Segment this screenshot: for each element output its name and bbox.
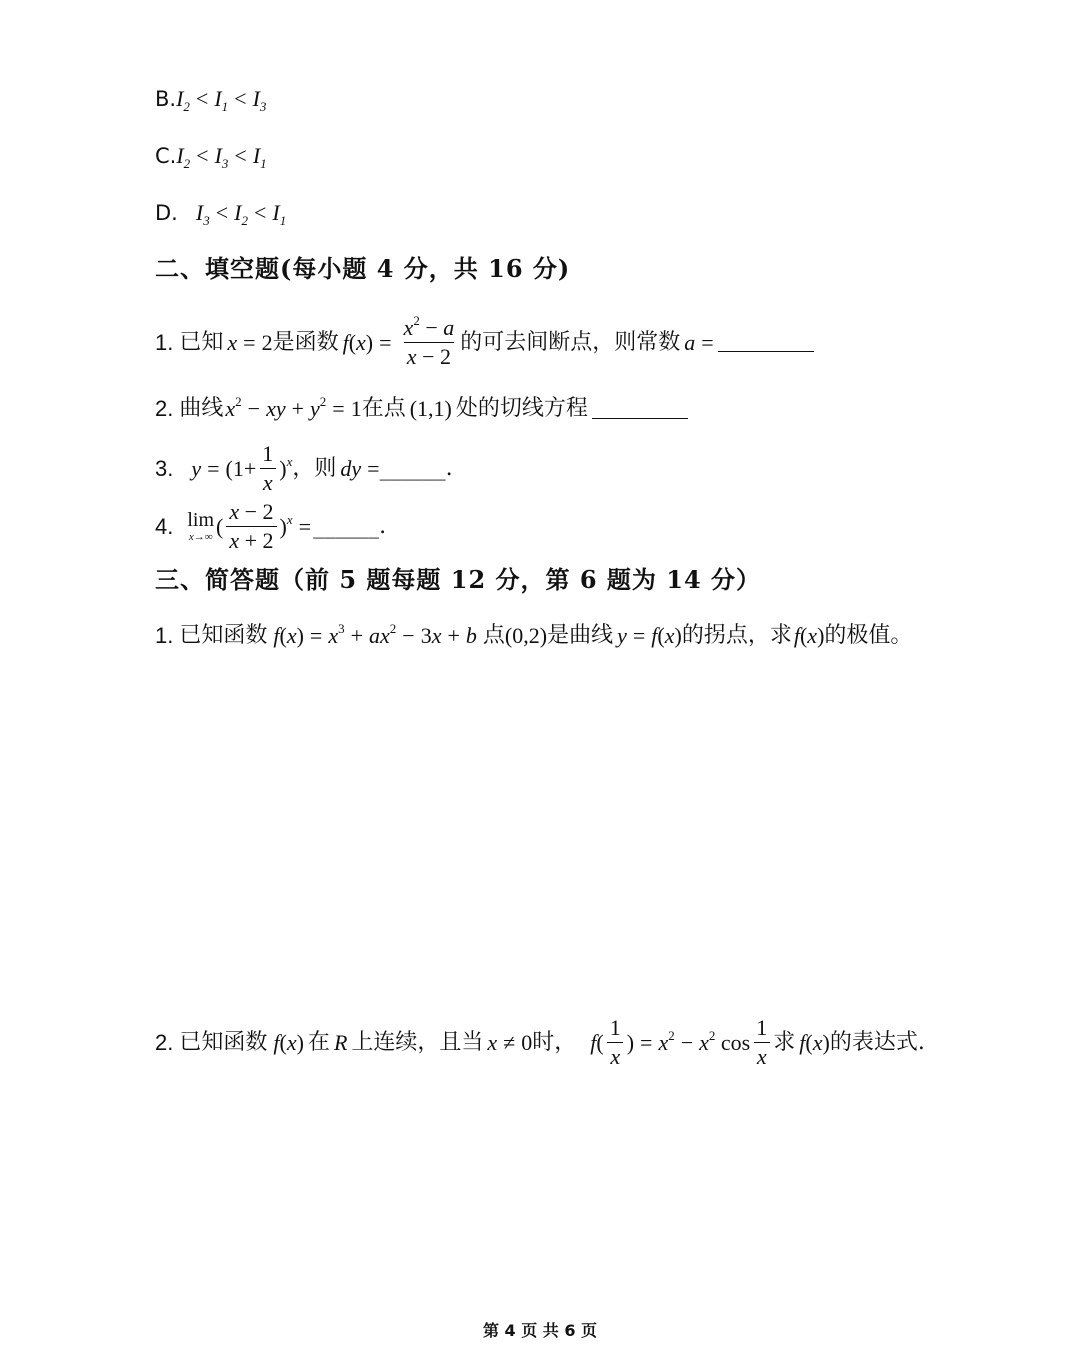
- option-label: C.: [155, 143, 177, 168]
- numerator: 1: [756, 1015, 768, 1040]
- fill-question-1: [155, 313, 814, 370]
- text: .: [445, 455, 453, 481]
- math: x: [356, 329, 366, 355]
- math: f(x): [793, 623, 825, 648]
- math: =: [701, 329, 714, 355]
- math: (0,2): [504, 623, 548, 648]
- math: f(x): [273, 1029, 304, 1055]
- math: = $x^2 - x^2$ cos: [640, 1027, 751, 1055]
- section-2-title: 二、填空题(每小题 4 分，共 16 分): [155, 254, 571, 283]
- math: x ≠ 0: [487, 1029, 533, 1055]
- math: =: [298, 513, 312, 539]
- question-number: 3.: [155, 455, 174, 481]
- formula: $I_2 < I_3 < I_1$: [176, 143, 267, 171]
- math: a: [684, 329, 696, 355]
- denominator: x: [754, 1042, 770, 1069]
- math: =: [367, 455, 380, 481]
- fill-question-3: [155, 442, 453, 495]
- text: 曲线: [179, 396, 224, 421]
- math: y: [191, 455, 202, 481]
- short-answer-question-1: [155, 621, 913, 648]
- option-label: B.: [155, 86, 177, 111]
- math: )$^x$: [279, 511, 293, 539]
- question-number: 1.: [155, 623, 174, 648]
- fraction: [607, 1016, 624, 1069]
- math: =: [379, 329, 392, 355]
- text: 的可去间断点，则常数: [460, 329, 681, 355]
- math: =: [243, 329, 256, 355]
- math: f: [342, 329, 349, 355]
- text: 已知函数: [179, 623, 268, 648]
- fill-question-2: [155, 394, 688, 421]
- text: 点: [482, 623, 505, 648]
- math: (: [216, 513, 224, 539]
- text: 的极值。: [824, 623, 913, 648]
- text: 是函数: [272, 329, 339, 355]
- denominator: x: [260, 468, 276, 495]
- text: 在: [307, 1029, 330, 1055]
- math: dy: [340, 455, 362, 481]
- numerator: 1: [262, 441, 274, 466]
- text: 时，: [532, 1029, 577, 1055]
- denominator: x − 2: [404, 342, 454, 369]
- answer-blank: ______: [379, 455, 446, 481]
- math: $x^2$ − xy + $y^2 = 1$: [225, 394, 362, 421]
- math: $f(x) = x^3 + ax^2 - 3x + b$: [273, 621, 477, 648]
- math: f: [590, 1029, 597, 1055]
- text: 是曲线: [547, 623, 614, 648]
- answer-blank: [718, 333, 814, 352]
- numerator: 1: [609, 1015, 621, 1040]
- text: ，则: [292, 455, 337, 481]
- option-b: [155, 86, 267, 114]
- text: 处的切线方程: [455, 396, 588, 421]
- numerator: $x^2 - a$: [403, 313, 455, 340]
- math: R: [333, 1029, 348, 1055]
- fraction: [259, 442, 276, 495]
- question-number: 2.: [155, 396, 174, 421]
- text: 已知: [179, 329, 224, 355]
- text: 的表达式.: [829, 1029, 925, 1055]
- math: 2: [261, 329, 273, 355]
- math: f(x): [799, 1029, 830, 1055]
- text: .: [379, 513, 387, 539]
- denominator: x + 2: [226, 526, 276, 553]
- text: 上连续，且当: [351, 1029, 484, 1055]
- fraction: [753, 1016, 770, 1069]
- math: (1,1): [409, 396, 452, 421]
- lim-word: lim: [187, 509, 215, 532]
- section-3-title: 三、简答题（前 5 题每题 12 分，第 6 题为 14 分）: [155, 565, 762, 594]
- text: 求: [773, 1029, 796, 1055]
- math: ): [365, 329, 374, 355]
- numerator: x − 2: [229, 499, 274, 524]
- question-number: 4.: [155, 513, 174, 539]
- math: (: [348, 329, 357, 355]
- math: y = f(x): [617, 623, 682, 648]
- answer-blank: ______: [313, 513, 380, 539]
- fraction: [401, 313, 458, 370]
- denominator: x: [607, 1042, 623, 1069]
- fraction: [226, 500, 276, 553]
- text: 在点: [361, 396, 406, 421]
- text: 的拐点，求: [681, 623, 792, 648]
- lim-subscript: x→∞: [188, 531, 213, 544]
- math: )$^x$: [279, 453, 293, 481]
- math: (: [596, 1029, 604, 1055]
- option-d: [155, 200, 287, 228]
- text: 已知函数: [179, 1029, 268, 1055]
- fill-question-4: [155, 500, 386, 553]
- question-number: 1.: [155, 329, 174, 355]
- question-number: 2.: [155, 1029, 174, 1055]
- short-answer-question-2: [155, 1016, 925, 1069]
- limit: [187, 510, 214, 543]
- math: (1+: [225, 455, 257, 481]
- formula: $I_2 < I_1 < I_3$: [176, 86, 267, 114]
- math: =: [207, 455, 220, 481]
- answer-blank: [592, 400, 688, 419]
- math: x: [227, 329, 238, 355]
- math: ): [626, 1029, 635, 1055]
- option-c: [155, 143, 267, 171]
- page-footer: 第 4 页 共 6 页: [482, 1321, 598, 1340]
- formula: $I_3 < I_2 < I_1$: [195, 200, 287, 228]
- option-label: D.: [155, 200, 178, 225]
